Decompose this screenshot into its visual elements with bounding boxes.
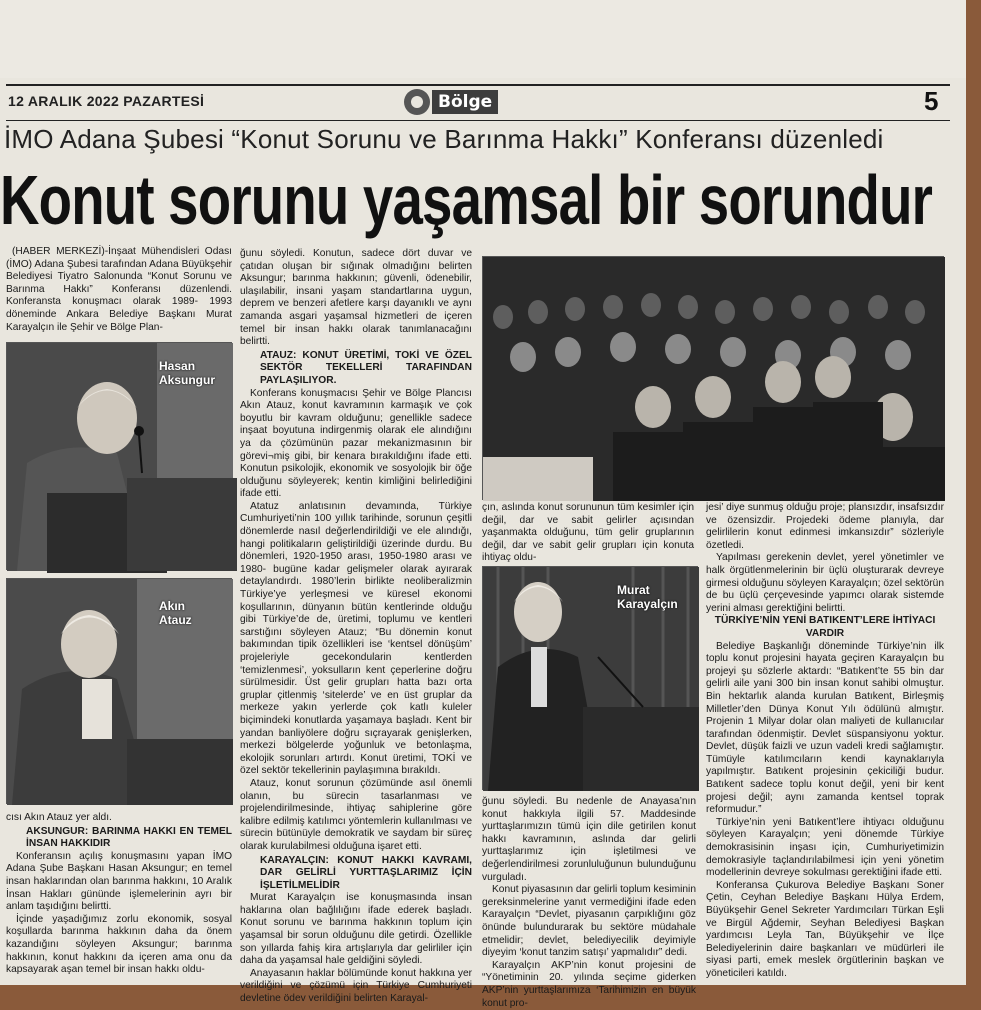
paragraph: İçinde yaşadığımız zorlu ekonomik, sosyal koşullarda barınma hakkının daha da önem kazandığını söyleyen Aksungur; barınma hakkının, konut hakkını da içeren ama onu da kapsayarak aşan temel bir insan hakkı oldu- [6, 913, 232, 976]
paragraph: ğunu söyledi. Konutun, sadece dört duvar ve çatıdan oluşan bir sığınak olmadığını belirten Aksungur; barınma hakkının; güvenli, ödenebilir, ulaşılabilir, insani yaşam standartlarına uygun, deprem ve benzeri afetlere karşı dayanıklı ve aynı zamanda asgari yaşamsal hizmetleri de içeren temel bir insan hakkı olarak tanımlanacağını belirtti. [240, 248, 472, 348]
photo-caption-surname: Karayalçın [617, 597, 678, 611]
paragraph: (HABER MERKEZİ)-İnşaat Mühendisleri Odası (İMO) Adana Şubesi tarafından Adana Büyükşehir Belediyesi Tiyatro Salonunda “Konut Sorunu ve Barınma Hakkı” Konferansı düzenlendi. Konferansta konuşmacı olarak 1989- 1993 döneminde Ankara Belediye Başkanı Murat Karayalçın ile Şehir ve Bölge Plan- [6, 246, 232, 333]
section-heading: ATAUZ: KONUT ÜRETİMİ, TOKİ VE ÖZEL SEKTÖR TEKELLERİ TARAFINDAN PAYLAŞILIYOR. [260, 349, 472, 386]
paragraph: Belediye Başkanlığı döneminde Türkiye’nin ilk toplu konut projesini hayata geçiren Karayalçın bu projeyi şu sözlerle aktardı: “Batıkent’te 55 bin dar gelirli aile yani 300 bin insan konut sahibi olmuştur. Bin hektarlık alanda kurulan Batıkent, Birleşmiş Milletler’den Dünya Konut Yılı ödülünü almıştır. Projenin 1 Milyar dolar olan maliyeti de kullanıcılar tarafından ödenmiştir. Devlet süspansiyonu yoktur. Devlet, düşük faizli ve uzun vadeli kredi sağlamıştır. Tümüyle katılımcıların kendi kaynaklarıyla yapılmıştır. Batıkent projesinin çekiciliği budur. Batıkent sadece toplu konut değil, yeni bir kent projesi değil; aynı zamanda kentsel toprak reformudur.” [706, 640, 944, 816]
paragraph: Konferans konuşmacısı Şehir ve Bölge Plancısı Akın Atauz, konut kavramının karmaşık ve çok boyutlu bir kavram olduğunu; genellikle sadece inşaat boyutuna indirgenmiş olarak ele alındığını ya da çözümünün pazar mekanizmasının bir görevi¬miş gibi, bir kenara bırakıldığını ifade etti. Konutun psikolojik, ekonomik ve sosyolojik bir öğe olduğunu söyleyerek; kentin kimliğini belirlediğini ifade etti. [240, 387, 472, 500]
paragraph: jesi’ diye sunmuş olduğu proje; plansızdır, insafsızdır ve özensizdir. Projedeki ödeme planıyla, dar gelirlilerin konut edinmesi imkansızdır” sözleriyle özetledi. [706, 502, 944, 551]
paragraph: Konferansın açılış konuşmasını yapan İMO Adana Şube Başkanı Hasan Aksungur; en temel insan haklarından olan barınma hakkını, 10 Aralık İnsan Hakları gününde işlemelerinin ayrı bir anlam taşıdığını belirtti. [6, 850, 232, 913]
page-top-margin [0, 0, 966, 78]
paragraph: Murat Karayalçın ise konuşmasında insan haklarına olan bağlılığını ifade ederek başladı. Konut sorunu ve barınma hakkının toplum için yaşamsal bir sorun olduğunu dile getirdi. Özellikle son yıllarda fahiş kira artışlarıyla dar gelirliler için daha da yaşamsal hale geldiğini söyledi. [240, 892, 472, 967]
photo-akin-atauz [6, 578, 232, 804]
audience-illustration [483, 257, 945, 501]
photo-caption-name: Akın [159, 599, 186, 613]
page-number: 5 [924, 86, 939, 116]
article-subheadline: İMO Adana Şubesi “Konut Sorunu ve Barınma Hakkı” Konferansı düzenledi [4, 124, 884, 154]
photo-caption-name: Murat [617, 583, 650, 597]
column-2 [240, 248, 472, 1005]
paragraph: Konut piyasasının dar gelirli toplum kesiminin gereksinmelerine yanıt vermediğini ifade eden Karayalçın “Devlet, piyasanın çarpıklığını göz önünde bulundurarak bu sektöre müdahale etmelidir; devlet, belediyecilik deyimiyle diyeyim ‘konut tanzim satışı’ yapmalıdır” dedi. [482, 884, 696, 959]
header-rule-top [6, 84, 950, 86]
issue-date: 12 ARALIK 2022 PAZARTESİ [8, 93, 205, 109]
paragraph: Konferansa Çukurova Belediye Başkanı Soner Çetin, Ceyhan Belediye Başkanı Hülya Erdem, Büyükşehir Genel Sekreter Yardımcıları Türkan Eşli ve Birgül Ağdemir, Seyhan Belediyesi Başkan yardımcısı Leyla Tan, Büyükşehir ve İlçe Belediyelerinin daire başkanları ve müdürleri ile siyasi parti, emek meslek örgütlerinin başkan ve yöneticileri katıldı. [706, 879, 944, 979]
column-4 [706, 502, 944, 984]
paragraph: Atauz, konut sorunun çözümünde asıl önemli olanın, bu sürecin tasarlanması ve projelendirilmesinde, ihtiyaç sahiplerine göre kalibre edilmiş katılımcı yöntemlerin kullanılması ve sürecin bütünüyle demokratik ve saydam bir süreç olarak kurulabilmesi olduğuna işaret etti. [240, 777, 472, 852]
logo-emblem-icon [404, 89, 430, 115]
paragraph: Anayasanın haklar bölümünde konut hakkına yer verildiğini ve çözümü için Türkiye Cumhuriyeti devletine ödev verildiğini belirten Karayal- [240, 967, 472, 1005]
column-3-bottom [482, 796, 696, 1009]
paragraph: Yapılması gerekenin devlet, yerel yönetimler ve halk örgütlenmelerinin bir üçlü oluşturarak devreye girmesi olduğunu söyleyen Karayalçın; özel sektörün de bu üçlü çerçevesinde yapımcı olarak sistemde yerini alması gerektiğini belirtti. [706, 552, 944, 614]
photo-murat-karayalcin [482, 566, 698, 790]
section-heading: AKSUNGUR: BARINMA HAKKI EN TEMEL İNSAN HAKKIDIR [26, 825, 232, 850]
paragraph: cısı Akın Atauz yer aldı. [6, 812, 112, 823]
paragraph: çın, aslında konut sorununun tüm kesimler için değil, dar ve sabit gelirler açısından yaşanmakta olduğunu, tüm gelir gruplarının değil, dar ve sabit gelir grupları için konuta ihtiyaç oldu- [482, 502, 694, 564]
photo-caption-name: Hasan [159, 359, 196, 373]
column-1-bottom [6, 812, 232, 984]
column-3-top [482, 502, 694, 562]
section-heading: KARAYALÇIN: KONUT HAKKI KAVRAMI, DAR GELİRLİ YURTTAŞLARIMIZ İÇİN İŞLETİLMELİDİR [260, 854, 472, 891]
column-1-top [6, 246, 232, 340]
paragraph: Atatuz anlatısının devamında, Türkiye Cumhuriyeti’nin 100 yıllık tarihinde, sorunun çeşitli dönemlerde nasıl değerlendirildiği ve ele alındığı, hangi politikaların geliştirildiği üzerinde durdu. Bu dönemleri, 1920-1950 arası, 1950-1980 arası ve 1980- bugüne kadar gelişmeler olarak ayırarak detaylandırdı. 1980’lerin birlikte neoliberalizmin Türkiye’ye yerleşmesi ve küresel ekonomi koşullarının, dünyanın bütün kentlerinde olduğu gibi Türkiye’de de, üretimi, toplumu ve kentleri sarstığını söyleyen Atauz; “Bu dönemin konut bakımından tipik özellikleri ise ‘kentsel dönüşüm’ projeleriyle gecekondularin kentlerden ‘temizlenmesi’, yoksulların kent çeperlerine doğru sürülmesidir. Üst gelir grupları hatta bazı orta gruplar çitlenmiş ‘sitelerde’ ve en üst gruplar da merkeze yakın yerlerde çok katlı kuleler biçimindeki konutlarda yaşamaya başladı. Kent bir yandan banliyölere doğru sıçrayarak genişlerken, merkezi bölgelerde yoğunluk ve betonlaşma, ekolojik sorunları artırdı. Konut üretimi, TOKİ ve özel sektör tekellerinin paylaşımına bırakıldı. [240, 500, 472, 777]
logo-text: Bölge [432, 90, 498, 114]
speaker-illustration [7, 579, 233, 805]
paragraph: ğunu söyledi. Bu nedenle de Anayasa’nın konut hakkıyla ilgili 57. Maddesinde yurttaşlarımızın tümü için dile getirilen konut hakkı kavramının, aslında dar gelirli yurttaşlarımız için işletilmesi ve değerlendirilmesi zorunluluğunun bulunduğunu vurguladı. [482, 796, 696, 883]
newspaper-logo [404, 88, 508, 116]
photo-hasan-aksungur [6, 342, 232, 570]
paragraph: Karayalçın AKP’nin konut projesini de “Yönetiminin 20. yılında seçime giderken AKP’nin yurttaşlarımıza ‘Tarihimizin en büyük konut pro- [482, 959, 696, 1009]
photo-caption-surname: Atauz [159, 613, 192, 627]
section-heading: TÜRKİYE’NİN YENİ BATIKENT’LERE İHTİYACI VARDIR [714, 615, 936, 639]
article-headline: Konut sorunu yaşamsal bir sorundur [0, 161, 933, 239]
header-rule-bottom [6, 120, 950, 121]
paragraph: Türkiye’nin yeni Batıkent’lere ihtiyacı olduğunu söyleyen Karayalçın; yeni dönemde Türkiye demokrasisinin inşası için, Cumhuriyetimizin demokrasiyle taçlandırılabilmesi için yeni yönetim modellerinin devreye sokulması gerektiğini ifade etti. [706, 816, 944, 879]
photo-caption-surname: Aksungur [159, 373, 216, 387]
photo-conference-audience [482, 256, 944, 500]
